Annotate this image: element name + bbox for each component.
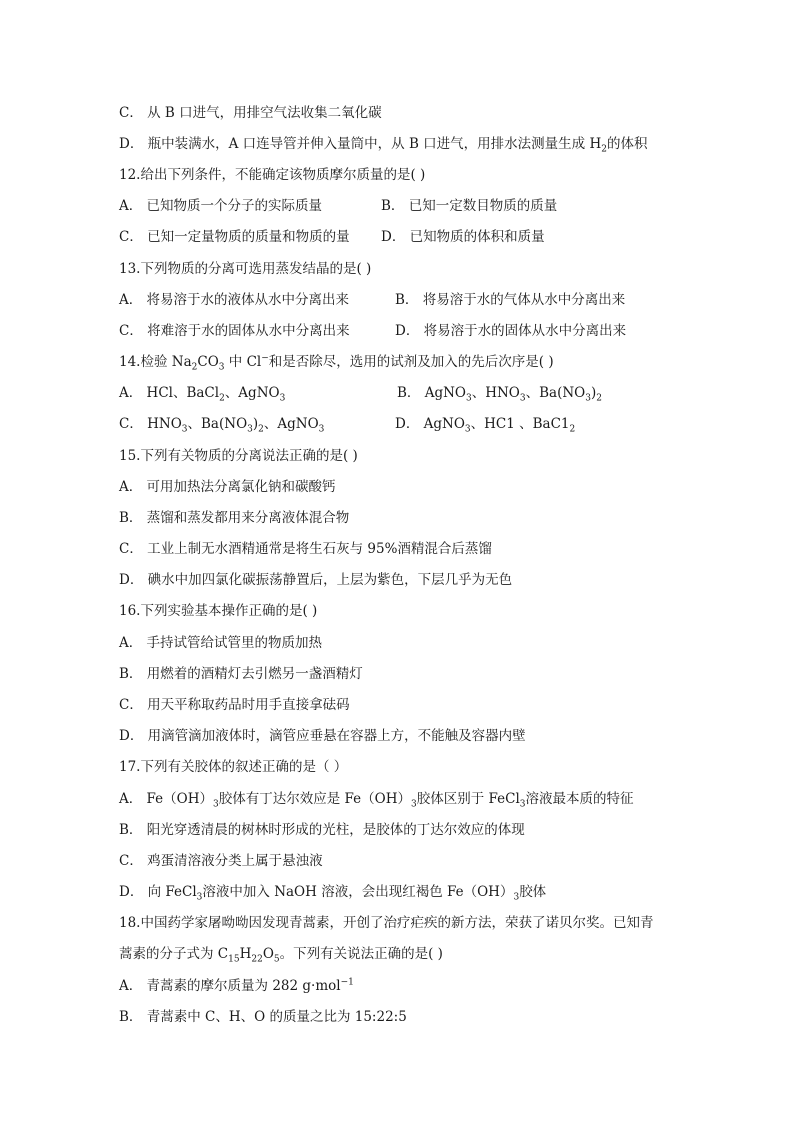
q12-option-d: D． 已知物质的体积和质量 (381, 229, 545, 245)
q16-option-a: A． 手持试管给试管里的物质加热 (119, 635, 323, 651)
q14-options-cd (119, 415, 576, 435)
q15-stem: 15.下列有关物质的分离说法正确的是( ) (119, 448, 358, 464)
q14-option-a: A． HCl、BaCl$_2$、AgNO$_3$ (119, 385, 286, 404)
q16-option-d: D． 用滴管滴加液体时，滴管应垂悬在容器上方，不能触及容器内壁 (119, 728, 526, 744)
q15-option-b: B． 蒸馏和蒸发都用来分离液体混合物 (119, 510, 350, 526)
q14-option-b: B． AgNO$_3$、$HNO_3$、$Ba(NO_3)_2$ (397, 385, 602, 404)
q18-option-a: A． 青蒿素的摩尔质量为 282 g·mol$^{-1}$ (119, 977, 354, 994)
q13-option-d: D． 将易溶于水的固体从水中分离出来 (395, 323, 627, 339)
q16-option-b: B． 用燃着的酒精灯去引燃另一盏酒精灯 (119, 666, 363, 682)
q13-option-c: C． 将难溶于水的固体从水中分离出来 (119, 323, 350, 339)
q12-option-a: A． 已知物质一个分子的实际质量 (119, 198, 323, 214)
q13-options-ab (119, 291, 626, 309)
q17-option-d: D． 向 FeCl$_3$溶液中加入 NaOH 溶液，会出现红褐色 $Fe(OH)_3$胶体 (119, 884, 547, 903)
q12-option-c: C． 已知一定量物质的质量和物质的量 (119, 229, 350, 245)
q12-options-ab (119, 197, 558, 215)
q13-options-cd (119, 322, 627, 340)
q12-option-b: B． 已知一定数目物质的质量 (381, 198, 558, 214)
q18-option-b: B． 青蒿素中 C、H、O 的质量之比为 15:22:5 (119, 1009, 407, 1025)
q11-option-c: C． 从 B 口进气，用排空气法收集二氧化碳 (119, 105, 382, 121)
q11-option-d: D． 瓶中装满水，A 口连导管并伸入量筒中，从 B 口进气，用排水法测量生成 $H_2$的体积 (119, 136, 648, 155)
q15-option-d: D． 碘水中加四氯化碳振荡静置后，上层为紫色，下层几乎为无色 (119, 572, 513, 588)
q14-option-d: D． AgNO$_3$、HC1 、$BaC1_2$ (395, 416, 576, 435)
q14-stem: 14.检验 $Na_2CO_3$ 中 Cl−和是否除尽，选用的试剂及加入的先后次序是( ) (119, 353, 554, 373)
q15-option-a: A． 可用加热法分离氯化钠和碳酸钙 (119, 479, 336, 495)
q13-option-b: B． 将易溶于水的气体从水中分离出来 (395, 292, 626, 308)
q14-options-ab (119, 384, 602, 404)
q16-stem: 16.下列实验基本操作正确的是( ) (119, 603, 318, 619)
q17-option-c: C． 鸡蛋清溶液分类上属于悬浊液 (119, 853, 323, 869)
q12-stem: 12.给出下列条件，不能确定该物质摩尔质量的是( ) (119, 167, 426, 183)
q16-option-c: C． 用天平称取药品时用手直接拿砝码 (119, 697, 350, 713)
q17-option-b: B． 阳光穿透清晨的树林时形成的光柱，是胶体的丁达尔效应的体现 (119, 822, 525, 838)
q17-stem: 17.下列有关胶体的叙述正确的是（ ） (119, 759, 348, 775)
q12-options-cd (119, 228, 545, 246)
q18-stem-line1: 18.中国药学家屠呦呦因发现青蒿素，开创了治疗疟疾的新方法，荣获了诺贝尔奖。已知青 (119, 915, 654, 931)
q14-option-c: C． $HNO_3$、$Ba(NO_3)_2$、AgNO$_3$ (119, 416, 325, 435)
q17-option-a: A． $Fe(OH)_3$胶体有丁达尔效应是 $Fe(OH)_3$胶体区别于 FeCl$_3$溶液最本质的特征 (119, 791, 634, 810)
q18-stem-line2: 蒿素的分子式为 $C_{15}H_{22}O_5$。下列有关说法正确的是( ) (119, 946, 443, 965)
q13-stem: 13.下列物质的分离可选用蒸发结晶的是( ) (119, 261, 372, 277)
q15-option-c: C． 工业上制无水酒精通常是将生石灰与 95%酒精混合后蒸馏 (119, 541, 492, 557)
q13-option-a: A． 将易溶于水的液体从水中分离出来 (119, 292, 350, 308)
